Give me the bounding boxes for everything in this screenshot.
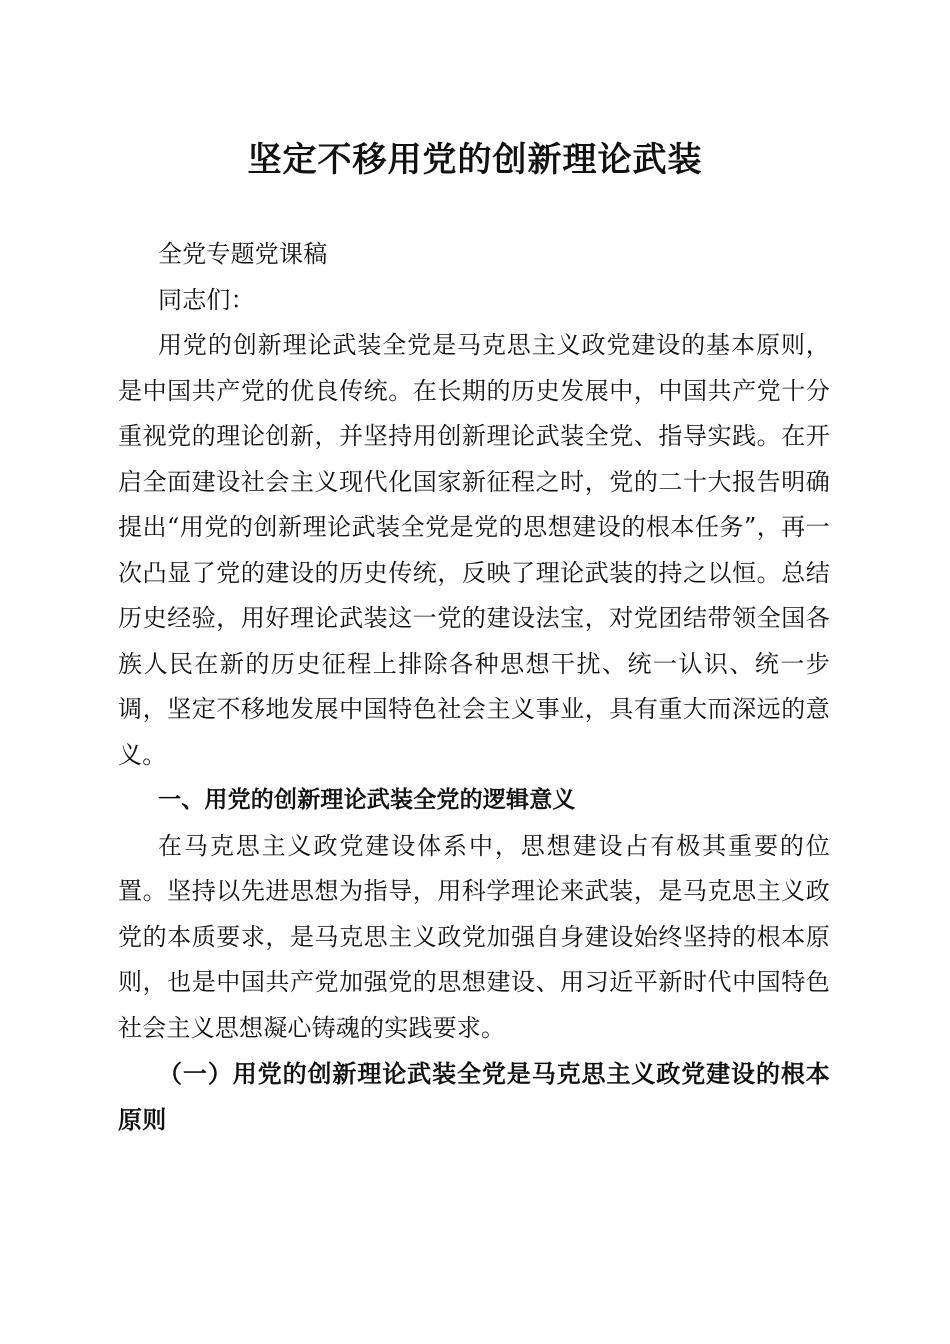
salutation: 同志们： [158,285,255,314]
document-body [118,232,830,1142]
section-1-heading: 一、用党的创新理论武装全党的逻辑意义 [158,787,576,813]
document-subtitle: 全党专题党课稿 [158,240,328,268]
document-title: 坚定不移用党的创新理论武装 [247,140,703,180]
subsection-1-heading: （一）用党的创新理论武装全党是马克思主义政党建设的根本原则 [118,1059,830,1134]
intro-paragraph: 用党的创新理论武装全党是马克思主义政党建设的基本原则，是中国共产党的优良传统。在长期的历史发展中，中国共产党十分重视党的理论创新，并坚持用创新理论武装全党、指导实践。在开启全面建设社会主义现代化国家新征程之时，党的二十大报告明确提出“用党的创新理论武装全党是党的思想建设的根本任务”，再一次凸显了党的建设的历史传统，反映了理论武装的持之以恒。总结历史经验，用好理论武装这一党的建设法宝，对党团结带领全国各族人民在新的历史征程上排除各种思想干扰、统一认识、统一步调，坚定不移地发展中国特色社会主义事业，具有重大而深远的意义。 [118,331,830,769]
section-1-paragraph: 在马克思主义政党建设体系中，思想建设占有极其重要的位置。坚持以先进思想为指导，用科学理论来武装，是马克思主义政党的本质要求，是马克思主义政党加强自身建设始终坚持的根本原则，也是中国共产党加强党的思想建设、用习近平新时代中国特色社会主义思想凝心铸魂的实践要求。 [118,831,830,1042]
